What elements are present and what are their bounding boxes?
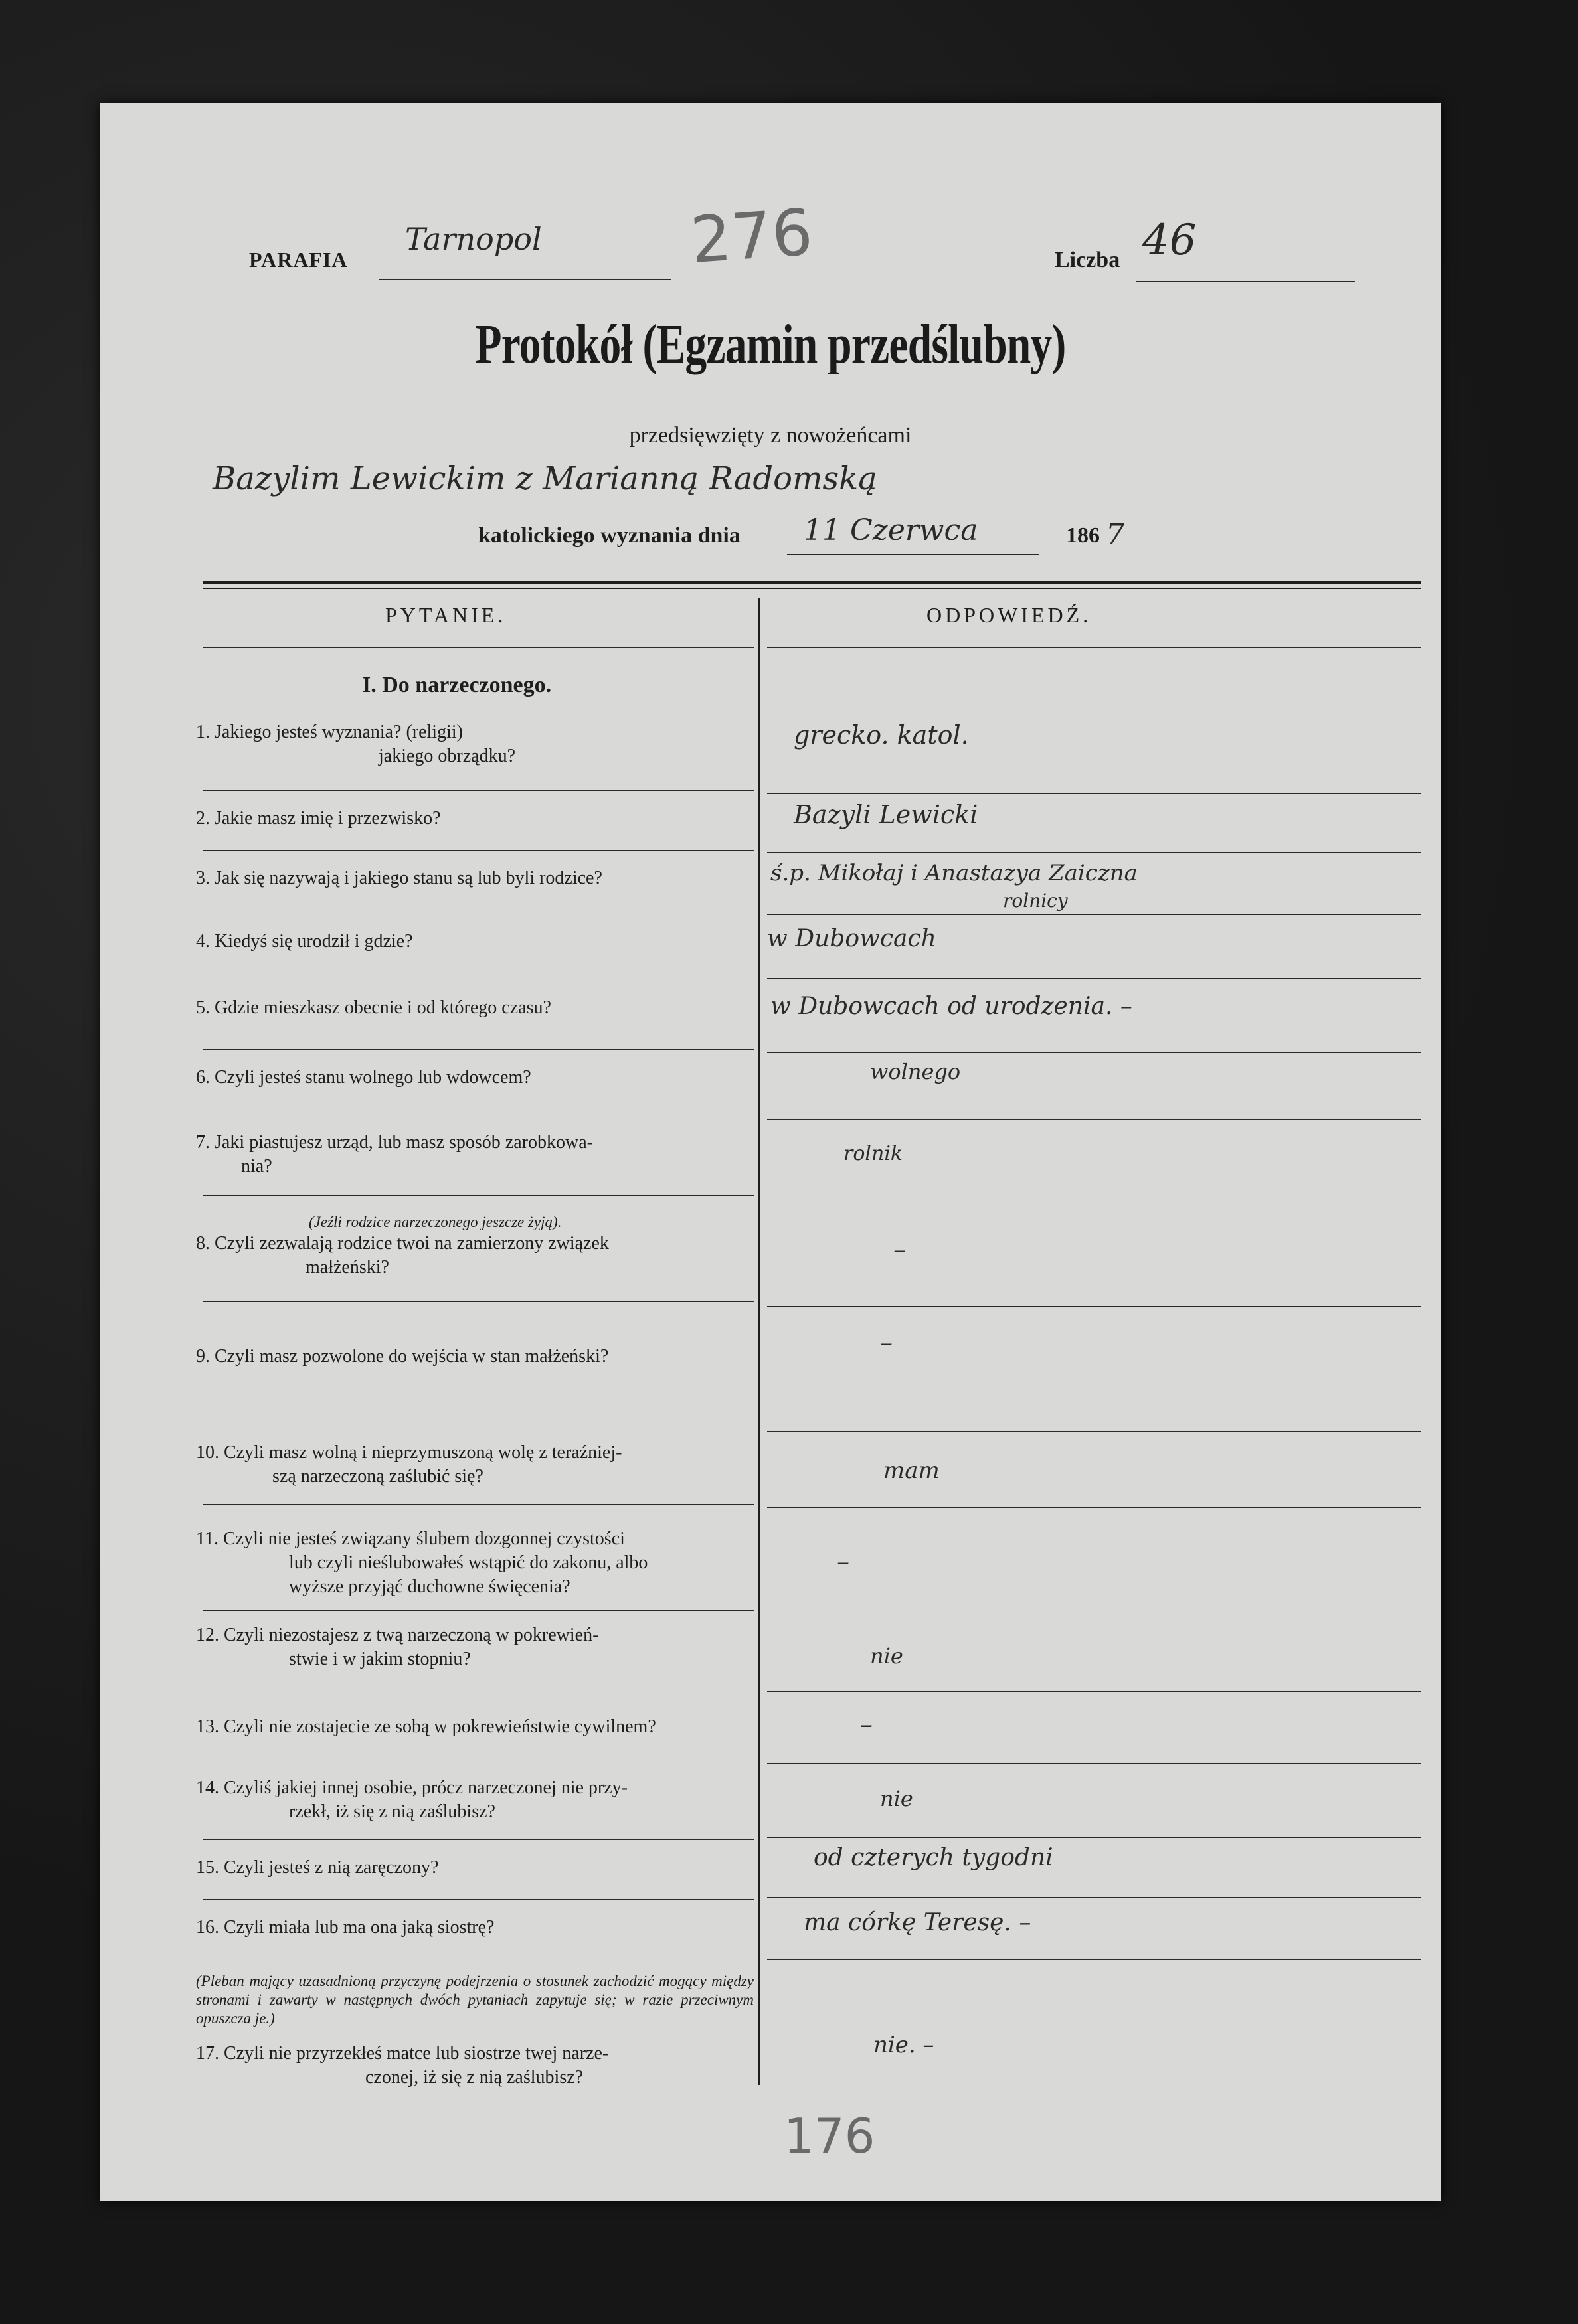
question-line: szą narzeczoną zaślubić się? xyxy=(272,1466,483,1487)
question-line: 5. Gdzie mieszkasz obecnie i od którego czasu? xyxy=(196,997,551,1018)
double-rule-top xyxy=(203,581,1421,584)
question-line: stwie i w jakim stopniu? xyxy=(289,1649,471,1669)
rule xyxy=(203,1839,754,1840)
question-17 xyxy=(196,2042,853,2090)
answer-9: – xyxy=(880,1328,893,1357)
liczba-value: 46 xyxy=(1142,216,1197,265)
answer-10: mam xyxy=(883,1457,940,1484)
rule xyxy=(767,1837,1421,1838)
subtitle: przedsięwzięty z nowożeńcami xyxy=(629,423,912,448)
wyznanie-label: katolickiego wyznania dnia xyxy=(478,523,741,548)
answer-4: w Dubowcach xyxy=(767,925,936,952)
pencil-number: 276 xyxy=(688,195,815,278)
rule xyxy=(767,978,1421,979)
page-title: Protokół (Egzamin przedślubny) xyxy=(475,313,1066,375)
question-15 xyxy=(196,1856,853,1880)
parafia-underline xyxy=(379,279,671,280)
rule xyxy=(767,1119,1421,1120)
question-line: małżeński? xyxy=(306,1257,389,1278)
question-line: 2. Jakie masz imię i przezwisko? xyxy=(196,808,441,829)
question-8 xyxy=(196,1232,853,1280)
rule xyxy=(203,1049,754,1050)
question-11 xyxy=(196,1527,853,1599)
rule xyxy=(203,790,754,791)
question-line: nia? xyxy=(241,1156,272,1177)
year-prefix: 186 xyxy=(1066,523,1100,548)
question-14 xyxy=(196,1776,853,1824)
rule xyxy=(767,914,1421,915)
rule xyxy=(767,1052,1421,1053)
question-line: 16. Czyli miała lub ma ona jaką siostrę? xyxy=(196,1917,495,1938)
answer-7: rolnik xyxy=(843,1142,903,1165)
question-16 xyxy=(196,1916,853,1940)
rule xyxy=(203,850,754,851)
answer-14: nie xyxy=(880,1786,913,1811)
question-column-header: PYTANIE. xyxy=(385,603,507,627)
answer-16: ma córkę Teresę. – xyxy=(804,1909,1031,1936)
couple-names: Bazylim Lewickim z Marianną Radomską xyxy=(213,460,877,497)
rule xyxy=(203,1195,754,1196)
question-9 xyxy=(196,1345,853,1369)
date-underline xyxy=(787,554,1039,555)
question-line: 15. Czyli jesteś z nią zaręczony? xyxy=(196,1857,439,1878)
question-4 xyxy=(196,930,853,954)
answer-6: wolnego xyxy=(870,1059,961,1084)
question-line: 11. Czyli nie jesteś związany ślubem dozgonnej czystości xyxy=(196,1529,625,1549)
question-line: 14. Czyliś jakiej innej osobie, prócz narzeczonej nie przy- xyxy=(196,1778,628,1798)
question-line: 7. Jaki piastujesz urząd, lub masz sposób zarobkowa- xyxy=(196,1132,593,1153)
year-suffix: 7 xyxy=(1106,518,1124,552)
wyznanie-date: 11 Czerwca xyxy=(804,513,978,547)
answer-11: – xyxy=(837,1547,849,1576)
bottom-pencil-number: 176 xyxy=(784,2108,875,2164)
question-12 xyxy=(196,1623,853,1671)
question-line: 3. Jak się nazywają i jakiego stanu są lub byli rodzice? xyxy=(196,868,602,888)
header-underline-right xyxy=(767,647,1421,648)
rule xyxy=(767,793,1421,794)
liczba-underline xyxy=(1136,281,1355,282)
rule xyxy=(767,1507,1421,1508)
answer-1: grecko. katol. xyxy=(794,720,969,750)
answer-8: – xyxy=(893,1235,906,1264)
answer-12: nie xyxy=(870,1643,903,1669)
question-line: 6. Czyli jesteś stanu wolnego lub wdowcem? xyxy=(196,1067,531,1088)
question-line: 13. Czyli nie zostajecie ze sobą w pokrewieństwie cywilnem? xyxy=(196,1716,656,1737)
question-line: 10. Czyli masz wolną i nieprzymuszoną wolę z teraźniej- xyxy=(196,1442,622,1463)
rule xyxy=(203,1504,754,1505)
question-line: 12. Czyli niezostajesz z twą narzeczoną w pokrewień- xyxy=(196,1625,599,1645)
rule xyxy=(203,1610,754,1611)
double-rule-bottom xyxy=(203,588,1421,589)
rule xyxy=(767,1763,1421,1764)
question-line: 17. Czyli nie przyrzekłeś matce lub siostrze twej narze- xyxy=(196,2043,609,2064)
answer-3-extra: rolnicy xyxy=(1003,890,1068,912)
question-line: jakiego obrządku? xyxy=(379,746,516,766)
rule xyxy=(767,1959,1421,1960)
question-2 xyxy=(196,807,853,831)
question-7 xyxy=(196,1131,853,1179)
question-line: wyższe przyjąć duchowne święcenia? xyxy=(289,1576,570,1597)
answer-13: – xyxy=(860,1710,873,1739)
question-10 xyxy=(196,1441,853,1489)
rule xyxy=(767,1431,1421,1432)
rule xyxy=(767,1691,1421,1692)
question-8-note: (Jeźli rodzice narzeczonego jeszcze żyją). xyxy=(309,1214,562,1230)
question-line: 9. Czyli masz pozwolone do wejścia w stan małżeński? xyxy=(196,1346,609,1367)
answer-15: od czterych tygodni xyxy=(814,1844,1053,1871)
rule xyxy=(203,1301,754,1302)
answer-5: w Dubowcach od urodzenia. – xyxy=(770,993,1132,1020)
liczba-label: Liczba xyxy=(1055,248,1120,272)
answer-column-header: ODPOWIEDŹ. xyxy=(926,603,1092,627)
section-title: I. Do narzeczonego. xyxy=(362,673,552,697)
question-line: 1. Jakiego jesteś wyznania? (religii) xyxy=(196,722,463,742)
document-page xyxy=(100,103,1441,2201)
question-6 xyxy=(196,1066,853,1090)
answer-17: nie. – xyxy=(873,2032,934,2058)
rule xyxy=(203,1899,754,1900)
answer-2: Bazyli Lewicki xyxy=(794,800,978,829)
parafia-value: Tarnopol xyxy=(405,221,542,257)
question-3 xyxy=(196,867,853,890)
question-line: 4. Kiedyś się urodził i gdzie? xyxy=(196,931,413,952)
question-line: lub czyli nieślubowałeś wstąpić do zakonu, albo xyxy=(289,1552,648,1573)
rule xyxy=(767,1306,1421,1307)
question-13 xyxy=(196,1715,853,1739)
rule xyxy=(767,1897,1421,1898)
header-underline-left xyxy=(203,647,754,648)
parafia-label: PARAFIA xyxy=(249,248,348,272)
question-line: 8. Czyli zezwalają rodzice twoi na zamierzony związek xyxy=(196,1233,609,1254)
question-17-note: (Pleban mający uzasadnioną przyczynę podejrzenia o stosunek zachodzić mogący między stronami i zawarty w następnych dwóch pytaniach zapytuje się; w razie przeciwnym opuszcza je.) xyxy=(196,1973,754,2027)
answer-3: ś.p. Mikołaj i Anastazya Zaiczna xyxy=(770,860,1138,886)
rule xyxy=(767,852,1421,853)
question-line: czonej, iż się z nią zaślubisz? xyxy=(365,2067,584,2088)
question-1 xyxy=(196,720,853,768)
question-5 xyxy=(196,996,853,1020)
question-line: rzekł, iż się z nią zaślubisz? xyxy=(289,1801,495,1822)
